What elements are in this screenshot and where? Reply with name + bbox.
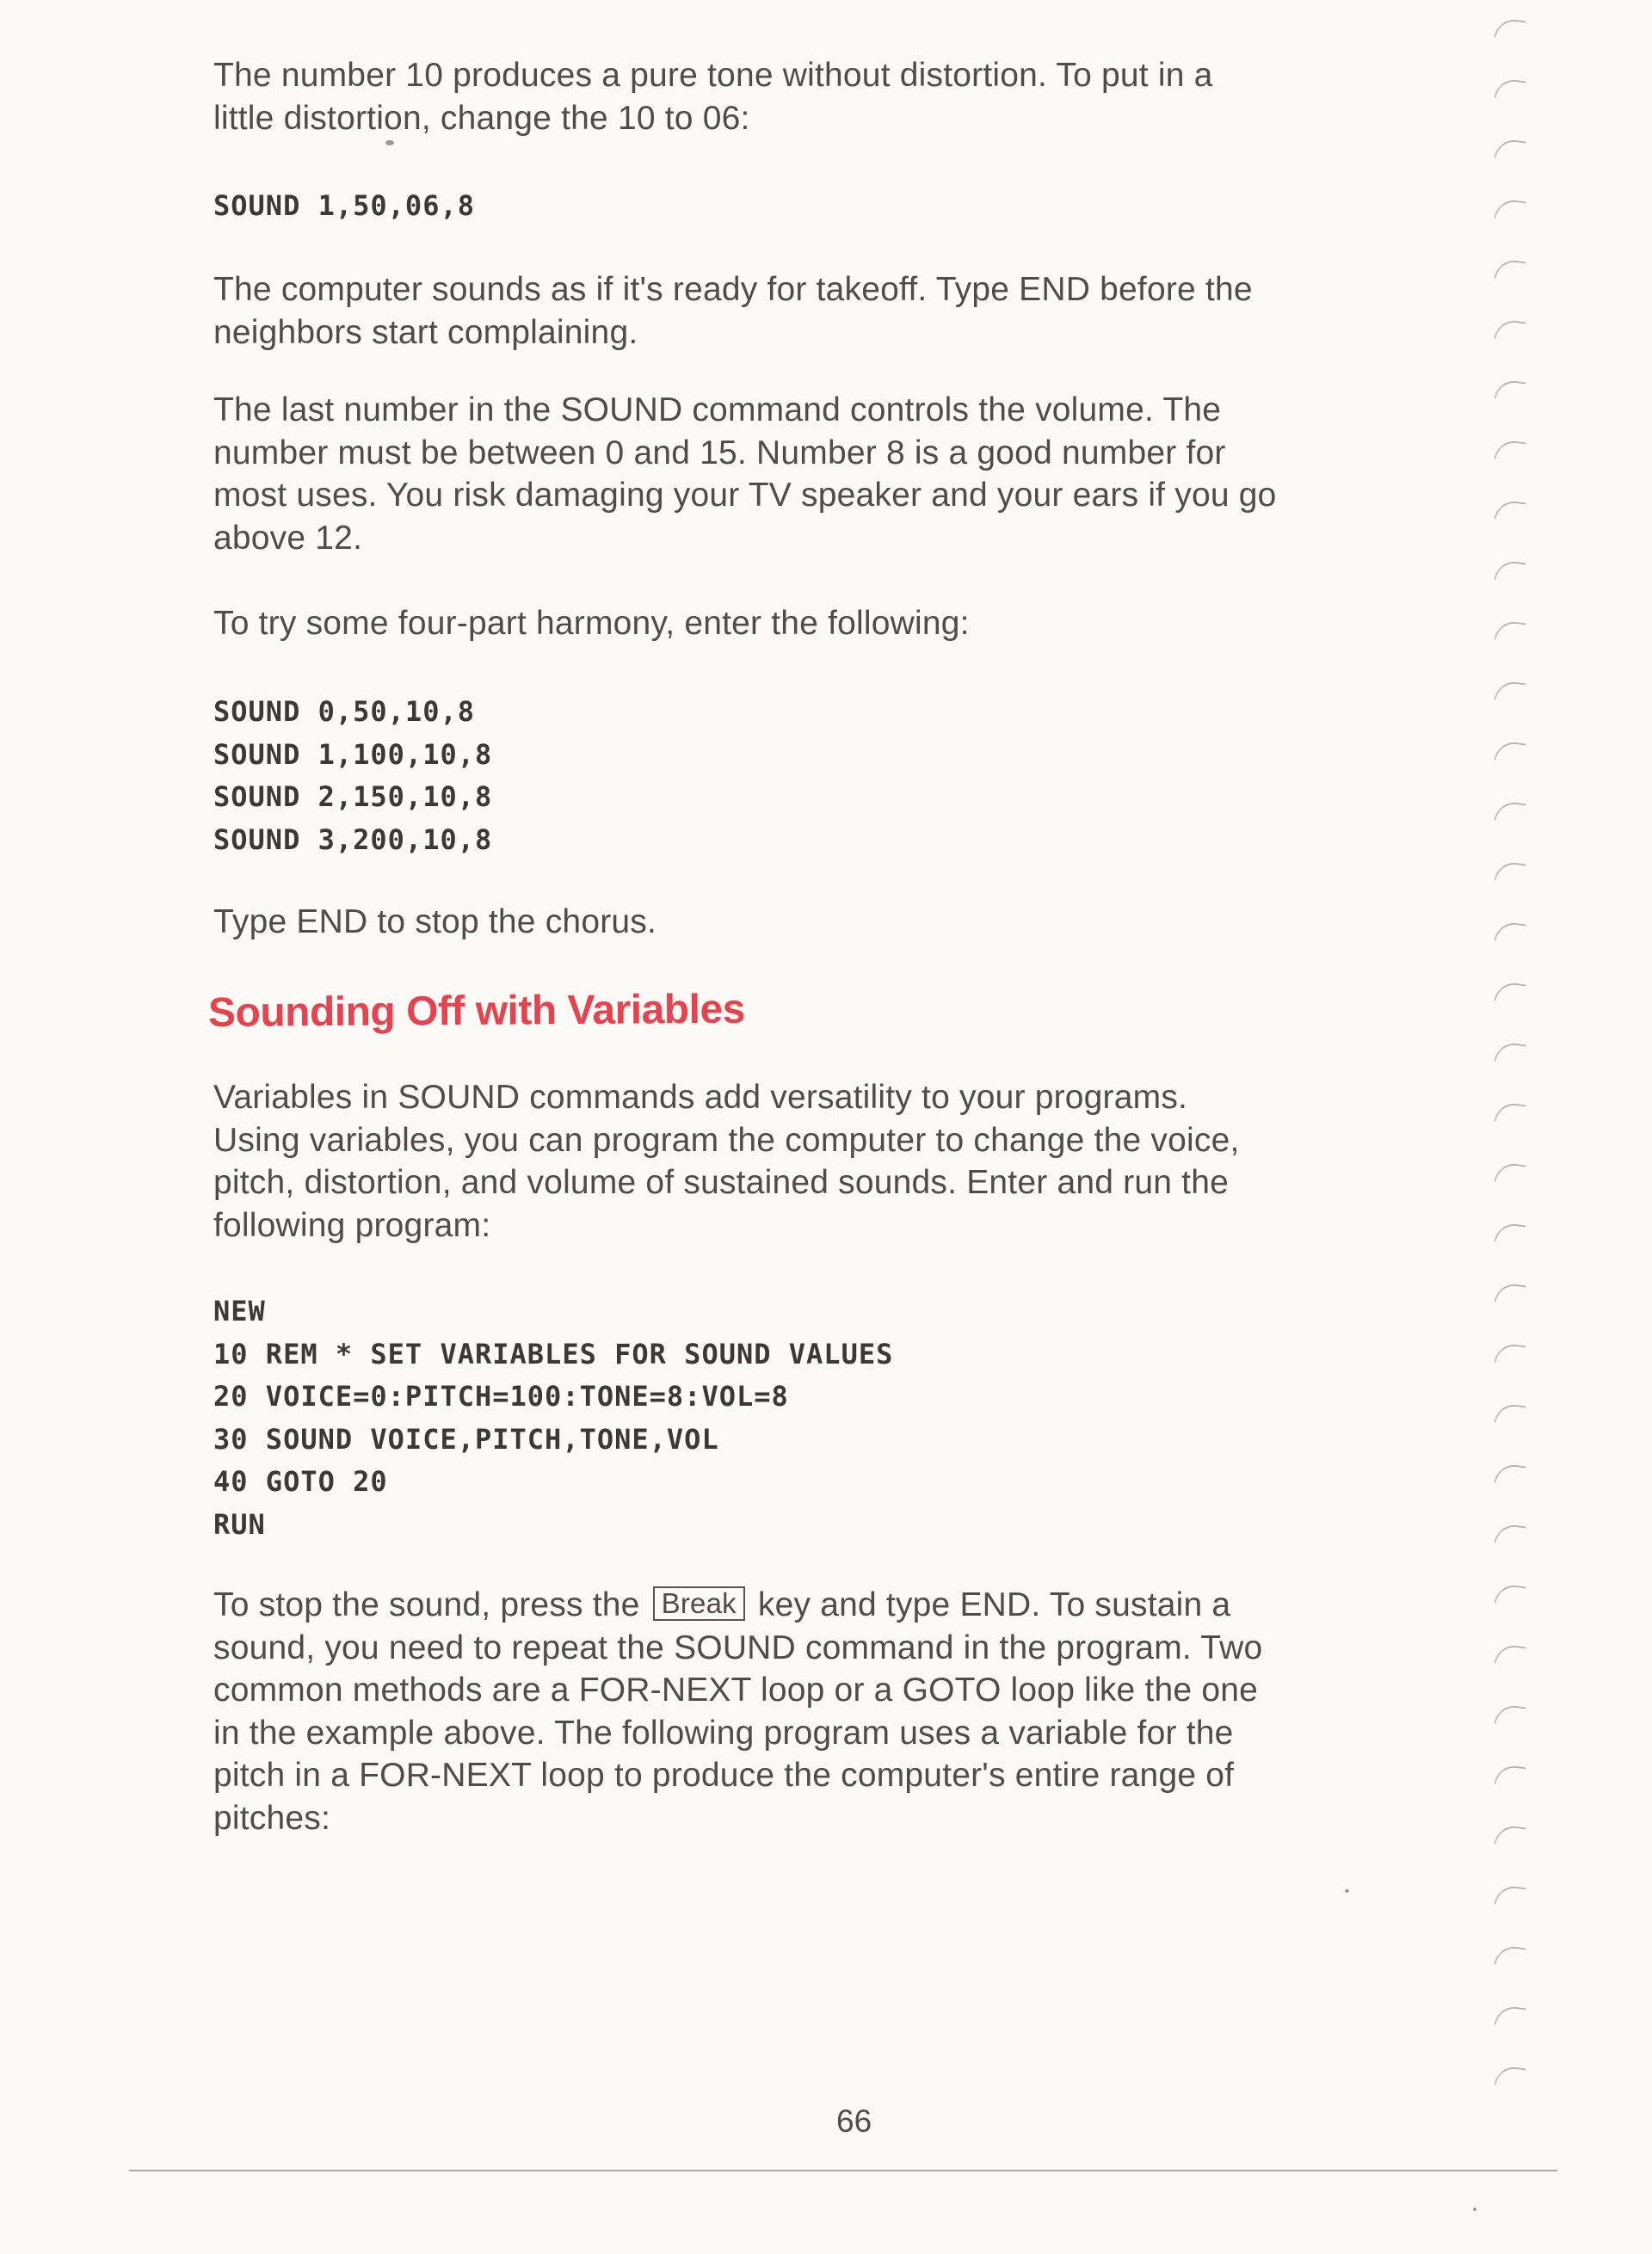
text-fragment: To stop the sound, press the xyxy=(213,1586,640,1623)
text-line: pitch in a FOR-NEXT loop to produce the computer's entire range of xyxy=(213,1757,1235,1794)
punch-hole xyxy=(1494,740,1526,764)
code-block-distortion xyxy=(213,185,475,228)
text-line: Using variables, you can program the computer to change the voice, xyxy=(213,1121,1240,1159)
punch-hole xyxy=(1494,17,1526,41)
punch-hole xyxy=(1494,499,1526,523)
text-line: sound, you need to repeat the SOUND command in the program. Two xyxy=(213,1629,1263,1666)
text-line: in the example above. The following program uses a variable for the xyxy=(213,1714,1234,1752)
text-line: Variables in SOUND commands add versatility to your programs. xyxy=(213,1079,1188,1116)
punch-hole xyxy=(1494,619,1526,644)
punch-hole xyxy=(1494,258,1526,282)
paragraph-takeoff xyxy=(213,268,1253,354)
text-line: The last number in the SOUND command controls the volume. The xyxy=(213,391,1222,428)
text-line: To try some four-part harmony, enter the following: xyxy=(213,605,970,642)
punch-hole xyxy=(1494,439,1526,463)
text-line: little distortion, change the 10 to 06: xyxy=(213,99,750,137)
section-heading: Sounding Off with Variables xyxy=(207,986,746,1036)
page-number: 66 xyxy=(836,2103,872,2139)
code-line: SOUND 0,50,10,8 xyxy=(213,695,475,728)
punch-hole xyxy=(1494,559,1526,583)
punch-hole xyxy=(1494,1944,1526,1968)
punch-hole xyxy=(1494,379,1526,403)
code-line: 30 SOUND VOICE,PITCH,TONE,VOL xyxy=(213,1422,719,1456)
paragraph-harmony xyxy=(213,602,970,645)
punch-hole xyxy=(1494,1523,1526,1547)
text-line: pitch, distortion, and volume of sustained sounds. Enter and run the xyxy=(213,1164,1229,1201)
punch-hole xyxy=(1494,1161,1526,1186)
punch-hole xyxy=(1494,198,1526,222)
scan-speck xyxy=(385,140,394,145)
punch-hole xyxy=(1494,981,1526,1005)
paragraph-chorus xyxy=(213,901,656,944)
code-line: 40 GOTO 20 xyxy=(213,1465,388,1498)
text-line: Type END to stop the chorus. xyxy=(213,903,657,940)
text-line: pitches: xyxy=(213,1799,331,1837)
text-line: common methods are a FOR-NEXT loop or a GOTO loop like the one xyxy=(213,1672,1258,1709)
punch-hole xyxy=(1494,1824,1526,1848)
bottom-rule xyxy=(129,2170,1557,2171)
punch-hole xyxy=(1494,1463,1526,1487)
scan-speck xyxy=(1345,1889,1349,1893)
punch-hole xyxy=(1494,1282,1526,1306)
punch-hole xyxy=(1494,1703,1526,1727)
punch-hole xyxy=(1494,318,1526,342)
punch-hole xyxy=(1494,860,1526,884)
punch-hole xyxy=(1494,2065,1526,2089)
punch-hole xyxy=(1494,1583,1526,1607)
code-line: SOUND 2,150,10,8 xyxy=(213,780,493,813)
punch-hole xyxy=(1494,800,1526,824)
text-line: neighbors start complaining. xyxy=(213,313,638,351)
text-line: number must be between 0 and 15. Number 8 is a good number for xyxy=(213,434,1226,471)
code-block-program xyxy=(213,1290,893,1546)
paragraph-pure-tone xyxy=(213,54,1213,139)
code-line: RUN xyxy=(213,1507,266,1541)
break-key-label: Break xyxy=(653,1586,745,1621)
scan-speck xyxy=(1473,2208,1476,2211)
code-line: SOUND 3,200,10,8 xyxy=(213,822,493,856)
punch-hole xyxy=(1494,1101,1526,1125)
text-line: The computer sounds as if it's ready for takeoff. Type END before the xyxy=(213,271,1253,308)
text-line xyxy=(213,1584,1262,1627)
punch-hole xyxy=(1494,1764,1526,1788)
punch-hole xyxy=(1494,921,1526,945)
text-line: most uses. You risk damaging your TV speaker and your ears if you go xyxy=(213,477,1277,514)
punch-hole xyxy=(1494,1643,1526,1667)
code-line: 10 REM * SET VARIABLES FOR SOUND VALUES xyxy=(213,1337,894,1370)
punch-hole xyxy=(1494,680,1526,704)
punch-hole xyxy=(1494,2005,1526,2029)
punch-hole xyxy=(1494,1402,1526,1426)
punch-hole xyxy=(1494,1342,1526,1366)
punch-hole xyxy=(1494,77,1526,102)
text-line: following program: xyxy=(213,1206,491,1244)
text-line: above 12. xyxy=(213,519,363,557)
punch-hole xyxy=(1494,138,1526,162)
code-line: SOUND 1,50,06,8 xyxy=(213,189,475,222)
code-line: SOUND 1,100,10,8 xyxy=(213,737,493,771)
paragraph-sustain xyxy=(213,1584,1262,1839)
code-block-harmony xyxy=(213,691,492,861)
punch-hole xyxy=(1494,1041,1526,1065)
text-line: The number 10 produces a pure tone without distortion. To put in a xyxy=(213,57,1213,94)
paragraph-variables xyxy=(213,1076,1240,1247)
paragraph-volume xyxy=(213,389,1277,559)
punch-hole xyxy=(1494,1222,1526,1246)
code-line: NEW xyxy=(213,1295,266,1327)
punch-hole xyxy=(1494,1884,1526,1908)
text-fragment: key and type END. To sustain a xyxy=(757,1586,1231,1623)
code-line: 20 VOICE=0:PITCH=100:TONE=8:VOL=8 xyxy=(213,1380,789,1413)
